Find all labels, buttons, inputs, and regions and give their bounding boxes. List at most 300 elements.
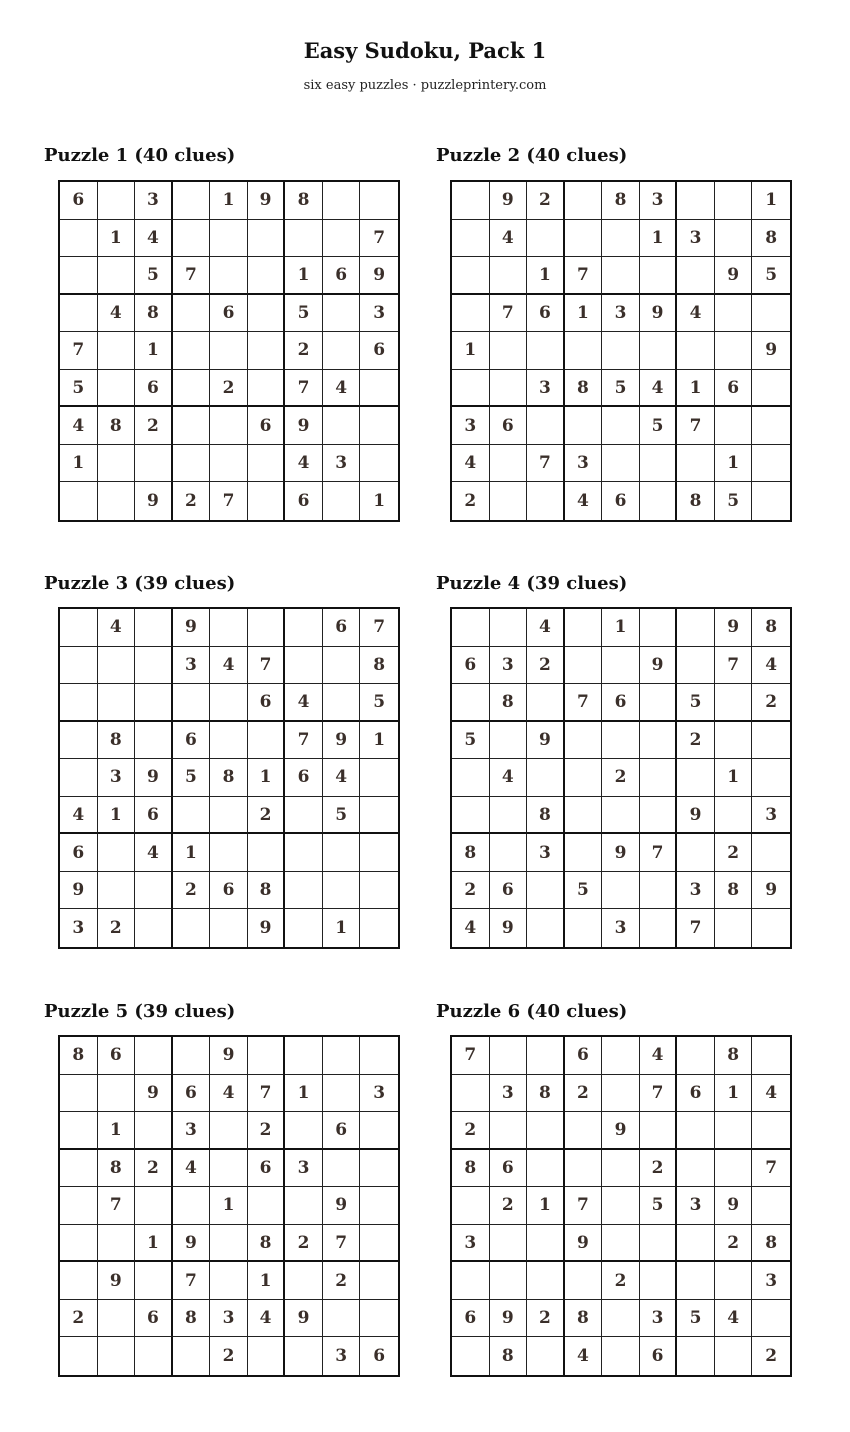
sudoku-cell-empty[interactable]	[602, 1150, 640, 1188]
sudoku-cell-empty[interactable]	[752, 445, 790, 483]
sudoku-cell-empty[interactable]	[210, 407, 248, 445]
sudoku-cell-empty[interactable]	[60, 1150, 98, 1188]
sudoku-cell-empty[interactable]	[60, 1075, 98, 1113]
sudoku-cell-empty[interactable]	[210, 684, 248, 722]
sudoku-cell-clue: 9	[527, 722, 565, 760]
sudoku-cell-empty[interactable]	[452, 295, 490, 333]
sudoku-cell-empty[interactable]	[60, 220, 98, 258]
sudoku-cell-empty[interactable]	[173, 909, 211, 947]
sudoku-cell-clue: 4	[677, 295, 715, 333]
sudoku-cell-empty[interactable]	[135, 647, 173, 685]
sudoku-cell-empty[interactable]	[565, 1262, 603, 1300]
sudoku-cell-empty[interactable]	[360, 370, 398, 408]
sudoku-cell-empty[interactable]	[135, 1337, 173, 1375]
sudoku-cell-empty[interactable]	[173, 1337, 211, 1375]
sudoku-cell-empty[interactable]	[323, 1150, 361, 1188]
sudoku-cell-clue: 8	[677, 482, 715, 520]
sudoku-cell-empty[interactable]	[452, 609, 490, 647]
sudoku-cell-empty[interactable]	[527, 1262, 565, 1300]
sudoku-cell-empty[interactable]	[490, 797, 528, 835]
sudoku-cell-empty[interactable]	[677, 609, 715, 647]
sudoku-cell-empty[interactable]	[565, 1150, 603, 1188]
sudoku-cell-empty[interactable]	[715, 1150, 753, 1188]
sudoku-cell-clue: 9	[285, 1300, 323, 1338]
sudoku-cell-empty[interactable]	[565, 834, 603, 872]
sudoku-cell-empty[interactable]	[452, 1337, 490, 1375]
sudoku-cell-clue: 8	[210, 759, 248, 797]
sudoku-cell-empty[interactable]	[677, 834, 715, 872]
sudoku-cell-empty[interactable]	[135, 909, 173, 947]
sudoku-cell-empty[interactable]	[360, 759, 398, 797]
sudoku-cell-empty[interactable]	[640, 609, 678, 647]
sudoku-cell-empty[interactable]	[490, 445, 528, 483]
sudoku-cell-empty[interactable]	[173, 370, 211, 408]
sudoku-cell-empty[interactable]	[565, 182, 603, 220]
sudoku-cell-clue: 2	[135, 407, 173, 445]
sudoku-cell-empty[interactable]	[490, 1112, 528, 1150]
sudoku-cell-empty[interactable]	[527, 872, 565, 910]
sudoku-cell-clue: 7	[173, 257, 211, 295]
sudoku-cell-empty[interactable]	[752, 295, 790, 333]
sudoku-cell-empty[interactable]	[98, 647, 136, 685]
sudoku-cell-empty[interactable]	[677, 759, 715, 797]
sudoku-cell-empty[interactable]	[752, 909, 790, 947]
sudoku-cell-empty[interactable]	[135, 609, 173, 647]
sudoku-cell-empty[interactable]	[285, 1112, 323, 1150]
sudoku-cell-empty[interactable]	[527, 407, 565, 445]
sudoku-cell-clue: 6	[173, 722, 211, 760]
sudoku-cell-empty[interactable]	[173, 797, 211, 835]
sudoku-cell-empty[interactable]	[565, 722, 603, 760]
sudoku-cell-clue: 1	[527, 257, 565, 295]
sudoku-cell-empty[interactable]	[490, 609, 528, 647]
sudoku-cell-clue: 9	[135, 482, 173, 520]
sudoku-cell-empty[interactable]	[285, 1037, 323, 1075]
sudoku-cell-empty[interactable]	[752, 1300, 790, 1338]
sudoku-cell-empty[interactable]	[640, 684, 678, 722]
sudoku-cell-empty[interactable]	[602, 1300, 640, 1338]
sudoku-cell-empty[interactable]	[602, 1187, 640, 1225]
sudoku-cell-empty[interactable]	[360, 1187, 398, 1225]
sudoku-cell-empty[interactable]	[602, 445, 640, 483]
sudoku-cell-empty[interactable]	[565, 797, 603, 835]
sudoku-cell-clue: 2	[527, 182, 565, 220]
sudoku-cell-empty[interactable]	[135, 1187, 173, 1225]
sudoku-cell-empty[interactable]	[323, 834, 361, 872]
sudoku-cell-empty[interactable]	[565, 647, 603, 685]
sudoku-cell-empty[interactable]	[60, 1112, 98, 1150]
sudoku-cell-empty[interactable]	[60, 1337, 98, 1375]
sudoku-cell-empty[interactable]	[490, 482, 528, 520]
sudoku-cell-empty[interactable]	[210, 220, 248, 258]
sudoku-cell-empty[interactable]	[602, 872, 640, 910]
sudoku-cell-empty[interactable]	[60, 722, 98, 760]
sudoku-cell-empty[interactable]	[527, 1337, 565, 1375]
sudoku-cell-empty[interactable]	[210, 1225, 248, 1263]
sudoku-cell-empty[interactable]	[565, 759, 603, 797]
sudoku-cell-empty[interactable]	[323, 332, 361, 370]
sudoku-cell-empty[interactable]	[60, 482, 98, 520]
sudoku-cell-clue: 9	[210, 1037, 248, 1075]
sudoku-cell-empty[interactable]	[565, 407, 603, 445]
sudoku-cell-clue: 3	[323, 445, 361, 483]
sudoku-cell-empty[interactable]	[677, 332, 715, 370]
sudoku-cell-empty[interactable]	[490, 370, 528, 408]
sudoku-cell-empty[interactable]	[360, 445, 398, 483]
sudoku-cell-clue: 8	[715, 872, 753, 910]
sudoku-cell-empty[interactable]	[60, 684, 98, 722]
sudoku-cell-empty[interactable]	[565, 1112, 603, 1150]
sudoku-cell-empty[interactable]	[98, 257, 136, 295]
sudoku-cell-empty[interactable]	[323, 220, 361, 258]
sudoku-cell-empty[interactable]	[98, 1075, 136, 1113]
sudoku-cell-empty[interactable]	[173, 445, 211, 483]
sudoku-cell-empty[interactable]	[715, 407, 753, 445]
sudoku-cell-clue: 4	[135, 834, 173, 872]
sudoku-cell-empty[interactable]	[360, 909, 398, 947]
sudoku-cell-empty[interactable]	[640, 1262, 678, 1300]
sudoku-cell-empty[interactable]	[60, 1225, 98, 1263]
sudoku-cell-empty[interactable]	[640, 1112, 678, 1150]
sudoku-cell-empty[interactable]	[210, 1112, 248, 1150]
sudoku-cell-clue: 3	[602, 295, 640, 333]
sudoku-cell-clue: 5	[360, 684, 398, 722]
sudoku-cell-empty[interactable]	[210, 909, 248, 947]
sudoku-cell-empty[interactable]	[640, 482, 678, 520]
sudoku-cell-empty[interactable]	[715, 1337, 753, 1375]
sudoku-cell-empty[interactable]	[490, 1262, 528, 1300]
sudoku-cell-clue: 1	[210, 1187, 248, 1225]
sudoku-cell-empty[interactable]	[135, 684, 173, 722]
sudoku-cell-clue: 6	[360, 332, 398, 370]
sudoku-cell-empty[interactable]	[210, 257, 248, 295]
sudoku-cell-clue: 5	[135, 257, 173, 295]
sudoku-cell-empty[interactable]	[715, 1112, 753, 1150]
sudoku-cell-clue: 6	[715, 370, 753, 408]
sudoku-cell-empty[interactable]	[640, 909, 678, 947]
sudoku-cell-empty[interactable]	[527, 1112, 565, 1150]
sudoku-cell-empty[interactable]	[98, 445, 136, 483]
sudoku-cell-empty[interactable]	[452, 1075, 490, 1113]
sudoku-cell-empty[interactable]	[360, 1262, 398, 1300]
sudoku-cell-clue: 9	[285, 407, 323, 445]
sudoku-cell-empty[interactable]	[452, 1262, 490, 1300]
sudoku-cell-empty[interactable]	[248, 1187, 286, 1225]
sudoku-cell-empty[interactable]	[285, 1262, 323, 1300]
sudoku-cell-empty[interactable]	[715, 684, 753, 722]
sudoku-cell-empty[interactable]	[60, 1262, 98, 1300]
sudoku-cell-clue: 8	[565, 1300, 603, 1338]
sudoku-cell-empty[interactable]	[752, 370, 790, 408]
sudoku-cell-empty[interactable]	[752, 407, 790, 445]
sudoku-cell-empty[interactable]	[452, 220, 490, 258]
sudoku-cell-empty[interactable]	[210, 722, 248, 760]
sudoku-cell-empty[interactable]	[602, 332, 640, 370]
sudoku-cell-empty[interactable]	[527, 759, 565, 797]
sudoku-cell-empty[interactable]	[752, 1112, 790, 1150]
sudoku-cell-empty[interactable]	[677, 182, 715, 220]
sudoku-cell-empty[interactable]	[323, 295, 361, 333]
sudoku-cell-empty[interactable]	[173, 1037, 211, 1075]
sudoku-cell-empty[interactable]	[135, 1037, 173, 1075]
sudoku-cell-empty[interactable]	[60, 647, 98, 685]
sudoku-cell-empty[interactable]	[715, 722, 753, 760]
sudoku-cell-empty[interactable]	[602, 1337, 640, 1375]
sudoku-cell-empty[interactable]	[60, 257, 98, 295]
sudoku-cell-empty[interactable]	[323, 1037, 361, 1075]
sudoku-cell-empty[interactable]	[677, 1112, 715, 1150]
sudoku-cell-empty[interactable]	[285, 220, 323, 258]
sudoku-cell-empty[interactable]	[602, 797, 640, 835]
sudoku-cell-empty[interactable]	[323, 482, 361, 520]
sudoku-cell-clue: 4	[565, 1337, 603, 1375]
sudoku-cell-empty[interactable]	[323, 407, 361, 445]
sudoku-cell-empty[interactable]	[677, 257, 715, 295]
sudoku-cell-empty[interactable]	[98, 482, 136, 520]
sudoku-cell-empty[interactable]	[602, 647, 640, 685]
sudoku-cell-empty[interactable]	[715, 182, 753, 220]
sudoku-cell-empty[interactable]	[452, 759, 490, 797]
sudoku-cell-clue: 7	[173, 1262, 211, 1300]
sudoku-cell-empty[interactable]	[210, 1150, 248, 1188]
sudoku-cell-empty[interactable]	[98, 370, 136, 408]
sudoku-cell-empty[interactable]	[490, 332, 528, 370]
sudoku-cell-empty[interactable]	[248, 1037, 286, 1075]
sudoku-cell-clue: 6	[490, 872, 528, 910]
sudoku-cell-empty[interactable]	[565, 909, 603, 947]
sudoku-cell-empty[interactable]	[752, 759, 790, 797]
sudoku-cell-empty[interactable]	[640, 797, 678, 835]
sudoku-cell-empty[interactable]	[360, 1037, 398, 1075]
sudoku-cell-empty[interactable]	[323, 647, 361, 685]
sudoku-cell-empty[interactable]	[60, 1187, 98, 1225]
sudoku-cell-empty[interactable]	[248, 295, 286, 333]
sudoku-cell-empty[interactable]	[360, 834, 398, 872]
sudoku-cell-empty[interactable]	[527, 482, 565, 520]
sudoku-cell-clue: 3	[565, 445, 603, 483]
sudoku-cell-clue: 3	[98, 759, 136, 797]
sudoku-cell-empty[interactable]	[452, 182, 490, 220]
sudoku-cell-clue: 6	[135, 370, 173, 408]
sudoku-cell-empty[interactable]	[527, 684, 565, 722]
sudoku-cell-empty[interactable]	[527, 220, 565, 258]
sudoku-cell-empty[interactable]	[173, 332, 211, 370]
sudoku-cell-empty[interactable]	[527, 1150, 565, 1188]
sudoku-cell-clue: 3	[173, 1112, 211, 1150]
sudoku-cell-empty[interactable]	[98, 684, 136, 722]
sudoku-cell-empty[interactable]	[98, 834, 136, 872]
sudoku-cell-empty[interactable]	[360, 182, 398, 220]
sudoku-cell-clue: 9	[173, 609, 211, 647]
sudoku-cell-empty[interactable]	[60, 609, 98, 647]
sudoku-cell-empty[interactable]	[360, 872, 398, 910]
sudoku-cell-empty[interactable]	[640, 332, 678, 370]
sudoku-cell-empty[interactable]	[602, 1075, 640, 1113]
sudoku-cell-empty[interactable]	[752, 722, 790, 760]
sudoku-cell-empty[interactable]	[452, 1187, 490, 1225]
sudoku-cell-clue: 2	[173, 482, 211, 520]
sudoku-cell-empty[interactable]	[677, 445, 715, 483]
sudoku-cell-empty[interactable]	[285, 834, 323, 872]
sudoku-cell-clue: 1	[715, 759, 753, 797]
sudoku-cell-empty[interactable]	[490, 1225, 528, 1263]
sudoku-cell-empty[interactable]	[752, 834, 790, 872]
sudoku-cell-empty[interactable]	[452, 797, 490, 835]
sudoku-cell-empty[interactable]	[210, 609, 248, 647]
sudoku-cell-empty[interactable]	[452, 370, 490, 408]
sudoku-cell-empty[interactable]	[323, 1300, 361, 1338]
sudoku-cell-clue: 2	[60, 1300, 98, 1338]
sudoku-cell-empty[interactable]	[677, 1337, 715, 1375]
sudoku-cell-clue: 4	[565, 482, 603, 520]
sudoku-cell-clue: 3	[60, 909, 98, 947]
sudoku-cell-clue: 8	[715, 1037, 753, 1075]
sudoku-cell-empty[interactable]	[285, 609, 323, 647]
sudoku-cell-empty[interactable]	[602, 1225, 640, 1263]
sudoku-cell-empty[interactable]	[715, 295, 753, 333]
sudoku-cell-empty[interactable]	[285, 797, 323, 835]
sudoku-cell-empty[interactable]	[360, 1112, 398, 1150]
sudoku-cell-empty[interactable]	[527, 1225, 565, 1263]
sudoku-cell-empty[interactable]	[173, 220, 211, 258]
sudoku-cell-clue: 3	[210, 1300, 248, 1338]
sudoku-cell-empty[interactable]	[135, 1112, 173, 1150]
sudoku-cell-clue: 6	[602, 482, 640, 520]
sudoku-cell-empty[interactable]	[715, 1262, 753, 1300]
sudoku-cell-clue: 7	[715, 647, 753, 685]
sudoku-cell-empty[interactable]	[248, 332, 286, 370]
sudoku-cell-empty[interactable]	[527, 909, 565, 947]
sudoku-cell-empty[interactable]	[210, 834, 248, 872]
sudoku-cell-clue: 3	[527, 370, 565, 408]
sudoku-cell-empty[interactable]	[677, 1225, 715, 1263]
sudoku-cell-empty[interactable]	[323, 182, 361, 220]
sudoku-cell-empty[interactable]	[565, 332, 603, 370]
sudoku-cell-empty[interactable]	[173, 295, 211, 333]
sudoku-cell-clue: 7	[565, 684, 603, 722]
sudoku-cell-empty[interactable]	[640, 257, 678, 295]
sudoku-cell-empty[interactable]	[677, 1262, 715, 1300]
sudoku-cell-empty[interactable]	[360, 407, 398, 445]
sudoku-cell-empty[interactable]	[602, 407, 640, 445]
sudoku-cell-empty[interactable]	[565, 220, 603, 258]
sudoku-cell-empty[interactable]	[98, 182, 136, 220]
sudoku-cell-empty[interactable]	[323, 684, 361, 722]
sudoku-cell-empty[interactable]	[173, 1187, 211, 1225]
sudoku-cell-clue: 4	[135, 220, 173, 258]
sudoku-cell-empty[interactable]	[602, 257, 640, 295]
sudoku-cell-empty[interactable]	[98, 872, 136, 910]
sudoku-cell-empty[interactable]	[135, 445, 173, 483]
sudoku-cell-empty[interactable]	[360, 1225, 398, 1263]
sudoku-cell-empty[interactable]	[602, 220, 640, 258]
sudoku-cell-empty[interactable]	[60, 295, 98, 333]
sudoku-cell-empty[interactable]	[248, 257, 286, 295]
sudoku-cell-empty[interactable]	[490, 722, 528, 760]
sudoku-cell-empty[interactable]	[640, 1225, 678, 1263]
sudoku-cell-empty[interactable]	[285, 909, 323, 947]
sudoku-cell-empty[interactable]	[360, 1150, 398, 1188]
sudoku-cell-empty[interactable]	[248, 609, 286, 647]
sudoku-cell-empty[interactable]	[752, 1187, 790, 1225]
sudoku-cell-empty[interactable]	[360, 1300, 398, 1338]
sudoku-cell-empty[interactable]	[248, 834, 286, 872]
sudoku-cell-empty[interactable]	[98, 332, 136, 370]
sudoku-cell-empty[interactable]	[490, 257, 528, 295]
sudoku-cell-empty[interactable]	[640, 445, 678, 483]
sudoku-cell-empty[interactable]	[210, 332, 248, 370]
sudoku-cell-empty[interactable]	[248, 220, 286, 258]
sudoku-cell-empty[interactable]	[285, 647, 323, 685]
sudoku-cell-empty[interactable]	[210, 1262, 248, 1300]
sudoku-cell-empty[interactable]	[602, 722, 640, 760]
sudoku-cell-empty[interactable]	[173, 407, 211, 445]
sudoku-cell-empty[interactable]	[248, 370, 286, 408]
sudoku-cell-empty[interactable]	[135, 1262, 173, 1300]
sudoku-cell-empty[interactable]	[602, 1037, 640, 1075]
sudoku-cell-empty[interactable]	[360, 797, 398, 835]
sudoku-cell-empty[interactable]	[248, 445, 286, 483]
sudoku-cell-clue: 9	[98, 1262, 136, 1300]
sudoku-cell-empty[interactable]	[285, 1187, 323, 1225]
sudoku-cell-empty[interactable]	[98, 1300, 136, 1338]
sudoku-cell-empty[interactable]	[490, 834, 528, 872]
sudoku-cell-empty[interactable]	[173, 684, 211, 722]
sudoku-cell-empty[interactable]	[490, 1037, 528, 1075]
sudoku-cell-clue: 4	[452, 909, 490, 947]
sudoku-cell-empty[interactable]	[98, 1337, 136, 1375]
sudoku-cell-clue: 2	[765, 1346, 778, 1367]
sudoku-cell-clue: 6	[60, 834, 98, 872]
sudoku-cell-empty[interactable]	[285, 872, 323, 910]
sudoku-cell-empty[interactable]	[173, 182, 211, 220]
sudoku-cell-empty[interactable]	[248, 722, 286, 760]
sudoku-cell-empty[interactable]	[98, 1225, 136, 1263]
sudoku-cell-empty[interactable]	[210, 445, 248, 483]
sudoku-cell-clue: 6	[527, 295, 565, 333]
sudoku-cell-empty[interactable]	[565, 609, 603, 647]
sudoku-cell-empty[interactable]	[715, 332, 753, 370]
sudoku-cell-empty[interactable]	[715, 220, 753, 258]
sudoku-cell-clue: 7	[285, 722, 323, 760]
sudoku-cell-empty[interactable]	[210, 797, 248, 835]
sudoku-cell-empty[interactable]	[752, 482, 790, 520]
sudoku-cell-empty[interactable]	[677, 1037, 715, 1075]
sudoku-cell-empty[interactable]	[527, 332, 565, 370]
sudoku-cell-empty[interactable]	[323, 872, 361, 910]
sudoku-cell-empty[interactable]	[527, 1037, 565, 1075]
sudoku-cell-empty[interactable]	[640, 872, 678, 910]
sudoku-cell-empty[interactable]	[452, 684, 490, 722]
sudoku-cell-empty[interactable]	[640, 759, 678, 797]
sudoku-cell-empty[interactable]	[715, 909, 753, 947]
sudoku-cell-empty[interactable]	[60, 759, 98, 797]
sudoku-cell-empty[interactable]	[285, 1337, 323, 1375]
sudoku-cell-empty[interactable]	[323, 1075, 361, 1113]
sudoku-cell-empty[interactable]	[135, 722, 173, 760]
sudoku-cell-empty[interactable]	[715, 797, 753, 835]
sudoku-cell-empty[interactable]	[640, 722, 678, 760]
sudoku-cell-empty[interactable]	[677, 1150, 715, 1188]
sudoku-cell-empty[interactable]	[752, 1037, 790, 1075]
sudoku-cell-empty[interactable]	[248, 482, 286, 520]
sudoku-cell-empty[interactable]	[135, 872, 173, 910]
sudoku-cell-empty[interactable]	[452, 257, 490, 295]
sudoku-cell-empty[interactable]	[677, 647, 715, 685]
sudoku-grid	[450, 180, 792, 522]
sudoku-cell-clue: 7	[210, 482, 248, 520]
sudoku-cell-empty[interactable]	[248, 1337, 286, 1375]
